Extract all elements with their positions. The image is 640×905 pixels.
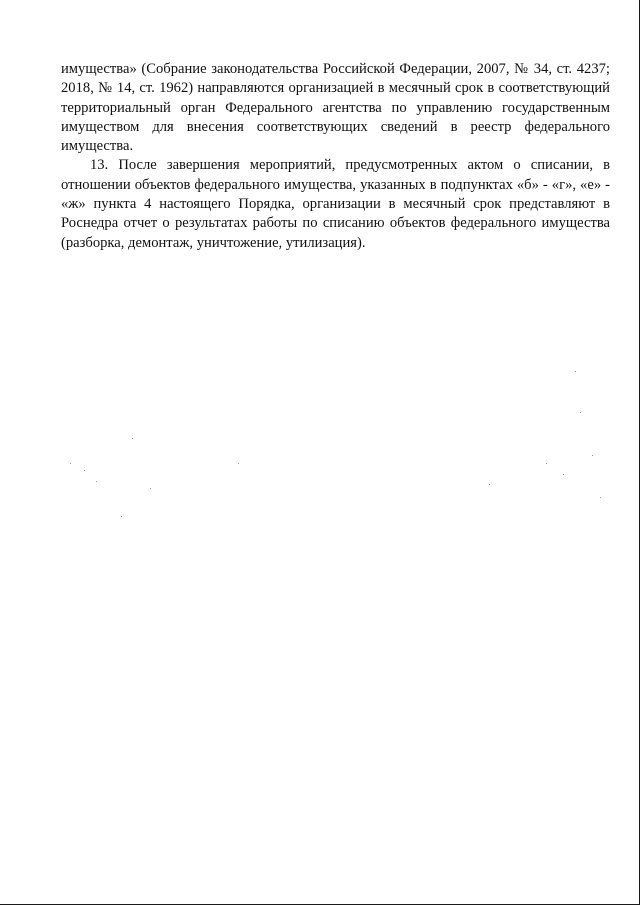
scan-speck bbox=[546, 463, 547, 464]
paragraph-continuation: имущества» (Собрание законодательства Российской Федерации, 2007, № 34, ст. 4237; 2018, № 14, ст. 1962) направляются организацией в месячный срок в соответствующий территориальный орган Федерального агентства по управлению государственным имуществом для внесения соответствующих сведений в реестр федерального имущества. bbox=[61, 61, 610, 155]
scan-speck bbox=[580, 412, 581, 413]
scan-speck bbox=[238, 463, 239, 464]
scan-speck bbox=[592, 455, 593, 456]
scan-speck bbox=[121, 516, 122, 517]
scan-speck bbox=[132, 438, 133, 439]
scan-speck bbox=[84, 470, 85, 471]
scan-speck bbox=[600, 497, 601, 498]
scan-speck bbox=[96, 481, 97, 482]
scan-speck bbox=[563, 474, 564, 475]
scan-speck bbox=[70, 463, 71, 464]
paragraph-item-13: 13. После завершения мероприятий, предусмотренных актом о списании, в отношении объектов федерального имущества, указанных в подпунктах «б» - «г», «е» - «ж» пункта 4 настоящего Порядка, организации в месячный срок представляют в Роснедра отчет о результатах работы по списанию объектов федерального имущества (разборка, демонтаж, уничтожение, утилизация). bbox=[61, 157, 610, 251]
scan-speck bbox=[575, 371, 576, 372]
scan-speck bbox=[489, 484, 490, 485]
document-body bbox=[61, 60, 610, 253]
scan-speck bbox=[150, 488, 151, 489]
